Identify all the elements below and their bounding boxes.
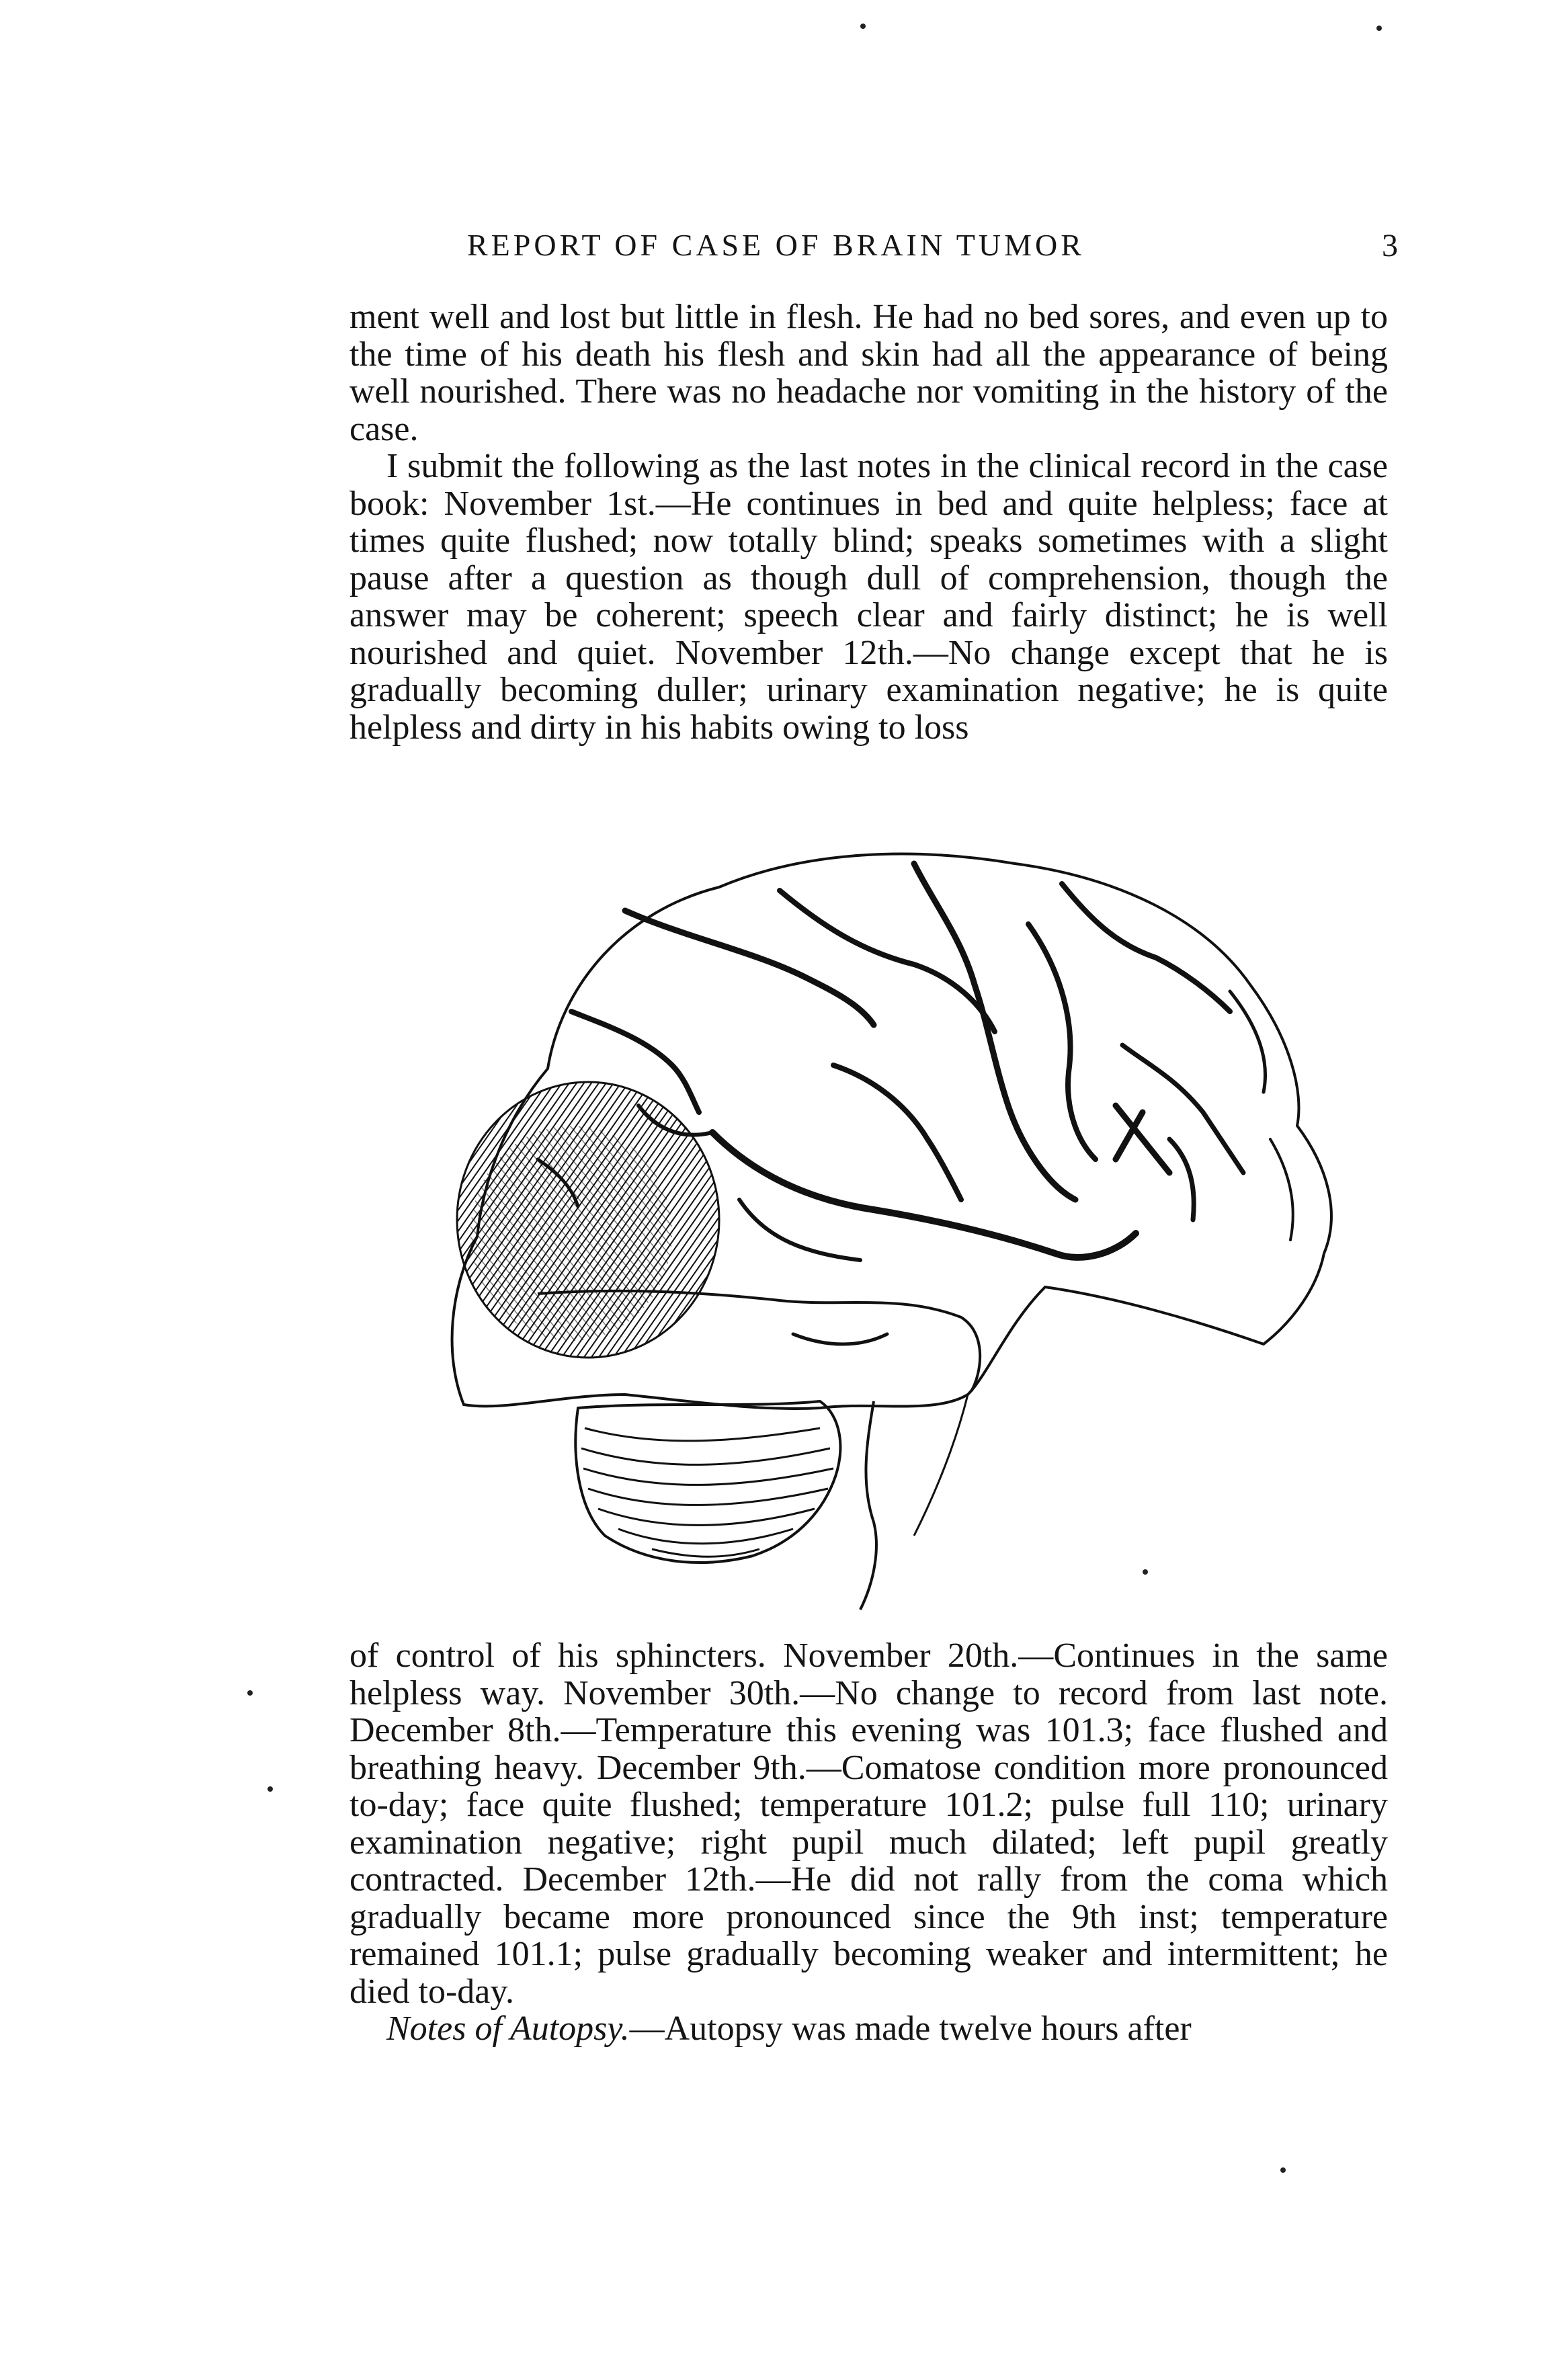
brainstem-outline — [860, 1401, 876, 1610]
body-text-bottom — [349, 1637, 1388, 2048]
autopsy-text: —Autopsy was made twelve hours after — [629, 2009, 1192, 2048]
brain-figure — [403, 823, 1358, 1636]
ink-speck — [1280, 2167, 1286, 2173]
paragraph-clinical-continued: of control of his sphincters. November 20th.—Continues in the same helpless way. November 30th.—No change to record from last note. December 8th.—Temperature this evening was 101.3; face flushed and breathing heavy. December 9th.—Comatose condition more pronounced to-day; face quite flushed; temperature 101.2; pulse full 110; urinary examination negative; right pupil much dilated; left pupil greatly contracted. December 12th.—He did not rally from the coma which gradually became more pronounced since the 9th inst; temperature remained 101.1; pulse gradually becoming weaker and intermittent; he died to-day. — [349, 1636, 1388, 2011]
page-header — [349, 227, 1398, 274]
ink-speck — [1143, 1569, 1148, 1575]
brain-illustration-icon — [403, 823, 1358, 1636]
cerebellum-outline — [575, 1401, 840, 1563]
autopsy-heading: Notes of Autopsy. — [386, 2009, 630, 2048]
ink-speck — [860, 24, 866, 29]
ink-speck — [247, 1690, 253, 1696]
page-number: 3 — [1382, 228, 1398, 263]
paragraph-continued: ment well and lost but little in flesh. He had no bed sores, and even up to the time of his death his flesh and skin had all the appearance of being well nourished. There was no headache nor vomiting in the history of the case. — [349, 298, 1388, 448]
ink-speck — [1376, 26, 1382, 31]
ink-speck — [267, 1786, 273, 1792]
paragraph-autopsy — [349, 2010, 1388, 2048]
paragraph-clinical-notes: I submit the following as the last notes in the clinical record in the case book: November 1st.—He continues in bed and quite helpless; face at times quite flushed; now totally blind; speaks sometimes with a slight pause after a question as though dull of comprehension, though the answer may be coherent; speech clear and fairly distinct; he is well nourished and quiet. November 12th.—No change except that he is gradually becoming duller; urinary examination negative; he is quite helpless and dirty in his habits owing to loss — [349, 447, 1388, 747]
body-text-top — [349, 298, 1388, 746]
running-title: REPORT OF CASE OF BRAIN TUMOR — [467, 228, 1085, 262]
